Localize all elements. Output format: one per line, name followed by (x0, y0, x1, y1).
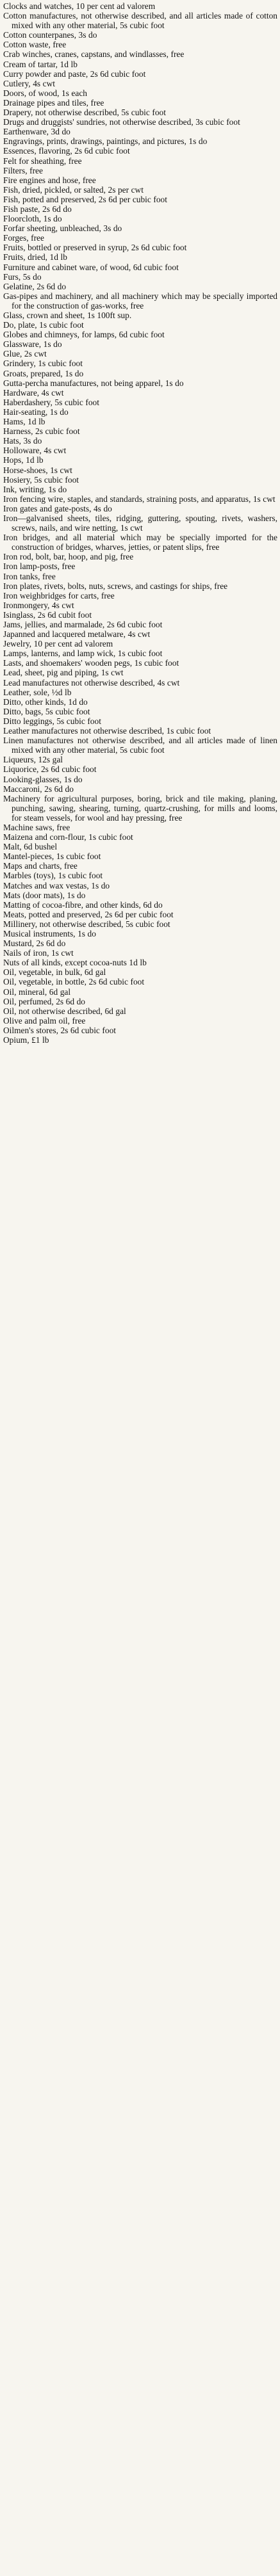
tariff-entry: Forfar sheeting, unbleached, 3s do (3, 223, 122, 234)
tariff-entry: Olive and palm oil, free (3, 1015, 86, 1026)
tariff-entry: Curry powder and paste, 2s 6d cubic foot (3, 68, 146, 79)
tariff-entry: Essences, flavoring, 2s 6d cubic foot (3, 146, 130, 156)
tariff-entry: Hardware, 4s cwt (3, 387, 64, 398)
tariff-entry: Cotton manufactures, not otherwise described, and all articles made of cotton mixed with any other material, 5s cubic foot (3, 11, 277, 31)
tariff-entry: Horse-shoes, 1s cwt (3, 465, 72, 475)
tariff-entry: Iron bridges, and all material which may be specially imported for the construction of bridges, wharves, jetties, or patent slips, free (3, 533, 277, 552)
tariff-entry: Hats, 3s do (3, 436, 42, 446)
tariff-entry: Filters, free (3, 165, 43, 175)
tariff-entry: Nuts of all kinds, except cocoa-nuts 1d lb (3, 958, 147, 968)
tariff-entry-list (3, 1, 277, 1045)
tariff-entry: Matting of cocoa-fibre, and other kinds, 6d do (3, 899, 163, 910)
tariff-entry: Iron gates and gate-posts, 4s do (3, 503, 112, 513)
tariff-entry: Oil, vegetable, in bulk, 6d gal (3, 967, 106, 978)
tariff-entry: Iron rod, bolt, bar, hoop, and pig, free (3, 552, 134, 562)
tariff-entry: Drugs and druggists' sundries, not otherwise described, 3s cubic foot (3, 117, 240, 127)
tariff-entry: Malt, 6d bushel (3, 842, 58, 852)
tariff-entry: Harness, 2s cubic foot (3, 426, 80, 437)
tariff-entry: Leather, sole, ½d lb (3, 687, 72, 697)
tariff-entry: Matches and wax vestas, 1s do (3, 880, 110, 890)
tariff-entry: Millinery, not otherwise described, 5s cubic foot (3, 919, 170, 929)
tariff-entry: Ditto, bags, 5s cubic foot (3, 706, 90, 716)
tariff-entry: Engravings, prints, drawings, paintings, and pictures, 1s do (3, 136, 208, 147)
tariff-entry: Mantel-pieces, 1s cubic foot (3, 851, 101, 862)
tariff-entry: Oil, mineral, 6d gal (3, 986, 71, 997)
tariff-entry: Cotton counterpanes, 3s do (3, 30, 97, 40)
tariff-entry: Cotton waste, free (3, 40, 67, 50)
tariff-entry: Hair-seating, 1s do (3, 407, 69, 417)
tariff-entry: Lasts, and shoemakers' wooden pegs, 1s cubic foot (3, 658, 179, 668)
tariff-entry: Globes and chimneys, for lamps, 6d cubic foot (3, 330, 165, 340)
tariff-entry: Nails of iron, 1s cwt (3, 948, 74, 958)
tariff-entry: Maccaroni, 2s 6d do (3, 784, 74, 794)
tariff-entry: Haberdashery, 5s cubic foot (3, 397, 99, 407)
tariff-entry: Ironmongery, 4s cwt (3, 600, 74, 610)
tariff-entry: Furs, 5s do (3, 271, 42, 282)
tariff-entry: Japanned and lacquered metalware, 4s cwt (3, 629, 151, 640)
tariff-entry: Hams, 1d lb (3, 417, 45, 427)
tariff-entry: Iron—galvanised sheets, tiles, ridging, guttering, spouting, rivets, washers, screws, nails, and wire netting, 1s cwt (3, 513, 277, 533)
tariff-entry: Glue, 2s cwt (3, 349, 47, 359)
tariff-entry: Cream of tartar, 1d lb (3, 59, 78, 69)
tariff-entry: Ditto, other kinds, 1d do (3, 696, 88, 707)
tariff-entry: Oil, not otherwise described, 6d gal (3, 1006, 126, 1016)
tariff-entry: Iron fencing wire, staples, and standards, straining posts, and apparatus, 1s cwt (3, 494, 276, 504)
tariff-entry: Iron weighbridges for carts, free (3, 590, 115, 600)
tariff-entry: Do, plate, 1s cubic foot (3, 320, 84, 330)
tariff-entry: Maizena and corn-flour, 1s cubic foot (3, 832, 133, 842)
tariff-entry: Felt for sheathing, free (3, 156, 82, 166)
tariff-entry: Drapery, not otherwise described, 5s cubic foot (3, 108, 166, 118)
tariff-entry: Fish, dried, pickled, or salted, 2s per cwt (3, 184, 144, 195)
tariff-entry: Glassware, 1s do (3, 339, 62, 350)
tariff-entry: Gas-pipes and machinery, and all machinery which may be specially imported for the construction of gas-works, free (3, 291, 277, 310)
tariff-entry: Lead manufactures not otherwise described, 4s cwt (3, 677, 180, 688)
tariff-entry: Ink, writing, 1s do (3, 484, 67, 494)
tariff-entry: Crab winches, cranes, capstans, and windlasses, free (3, 49, 185, 60)
tariff-entry: Maps and charts, free (3, 861, 78, 871)
tariff-entry: Fish, potted and preserved, 2s 6d per cubic foot (3, 194, 167, 204)
tariff-entry: Fire engines and hose, free (3, 175, 96, 185)
tariff-entry: Isinglass, 2s 6d cubit foot (3, 609, 92, 620)
tariff-entry: Groats, prepared, 1s do (3, 368, 84, 378)
tariff-entry: Oil, perfumed, 2s 6d do (3, 996, 85, 1006)
tariff-entry: Doors, of wood, 1s each (3, 88, 87, 98)
tariff-entry: Iron plates, rivets, bolts, nuts, screws, and castings for ships, free (3, 581, 228, 591)
tariff-entry: Marbles (toys), 1s cubic foot (3, 871, 103, 881)
tariff-entry: Lead, sheet, pig and piping, 1s cwt (3, 668, 124, 678)
tariff-entry: Furniture and cabinet ware, of wood, 6d cubic foot (3, 262, 179, 272)
tariff-entry: Mustard, 2s 6d do (3, 938, 66, 949)
tariff-entry: Drainage pipes and tiles, free (3, 97, 104, 108)
tariff-entry: Looking-glasses, 1s do (3, 774, 83, 784)
tariff-entry: Holloware, 4s cwt (3, 446, 67, 456)
tariff-entry: Ditto leggings, 5s cubic foot (3, 716, 101, 726)
tariff-entry: Oil, vegetable, in bottle, 2s 6d cubic foot (3, 977, 145, 987)
tariff-entry: Gutta-percha manufactures, not being apparel, 1s do (3, 378, 184, 388)
tariff-entry: Grindery, 1s cubic foot (3, 358, 83, 369)
tariff-entry: Lamps, lanterns, and lamp wick, 1s cubic foot (3, 648, 163, 659)
tariff-entry: Iron tanks, free (3, 571, 56, 581)
tariff-entry: Fish paste, 2s 6d do (3, 204, 72, 214)
tariff-entry: Jams, jellies, and marmalade, 2s 6d cubic foot (3, 620, 163, 629)
tariff-entry: Linen manufactures not otherwise described, and all articles made of linen mixed with any other material, 5s cubic foot (3, 736, 277, 755)
tariff-entry: Clocks and watches, 10 per cent ad valorem (3, 1, 156, 11)
tariff-entry: Forges, free (3, 233, 44, 243)
tariff-entry: Hops, 1d lb (3, 455, 44, 465)
tariff-entry: Leather manufactures not otherwise described, 1s cubic foot (3, 726, 211, 736)
tariff-entry: Mats (door mats), 1s do (3, 890, 86, 900)
tariff-entry: Machine saws, free (3, 822, 70, 832)
tariff-entry: Meats, potted and preserved, 2s 6d per cubic foot (3, 909, 174, 919)
tariff-entry: Glass, crown and sheet, 1s 100ft sup. (3, 310, 132, 320)
tariff-entry: Jewelry, 10 per cent ad valorem (3, 639, 113, 649)
tariff-entry: Oilmen's stores, 2s 6d cubic foot (3, 1025, 116, 1035)
tariff-entry: Gelatine, 2s 6d do (3, 281, 67, 291)
tariff-entry: Hosiery, 5s cubic foot (3, 474, 79, 485)
tariff-entry: Earthenware, 3d do (3, 127, 70, 137)
tariff-entry: Cutlery, 4s cwt (3, 78, 55, 88)
tariff-entry: Musical instruments, 1s do (3, 929, 96, 938)
tariff-entry: Liqueurs, 12s gal (3, 755, 63, 765)
tariff-entry: Iron lamp-posts, free (3, 561, 76, 572)
tariff-entry: Liquorice, 2s 6d cubic foot (3, 764, 97, 775)
tariff-entry: Floorcloth, 1s do (3, 214, 62, 224)
tariff-entry: Machinery for agricultural purposes, boring, brick and tile making, planing, punching, sawing, shearing, turning, quartz-crushing, for mills and looms, for steam vessels, for wool and hay pressing, free (3, 793, 277, 823)
tariff-entry: Fruits, dried, 1d lb (3, 252, 67, 262)
tariff-entry: Fruits, bottled or preserved in syrup, 2s 6d cubic foot (3, 243, 187, 253)
tariff-entry: Opium, £1 lb (3, 1035, 49, 1045)
